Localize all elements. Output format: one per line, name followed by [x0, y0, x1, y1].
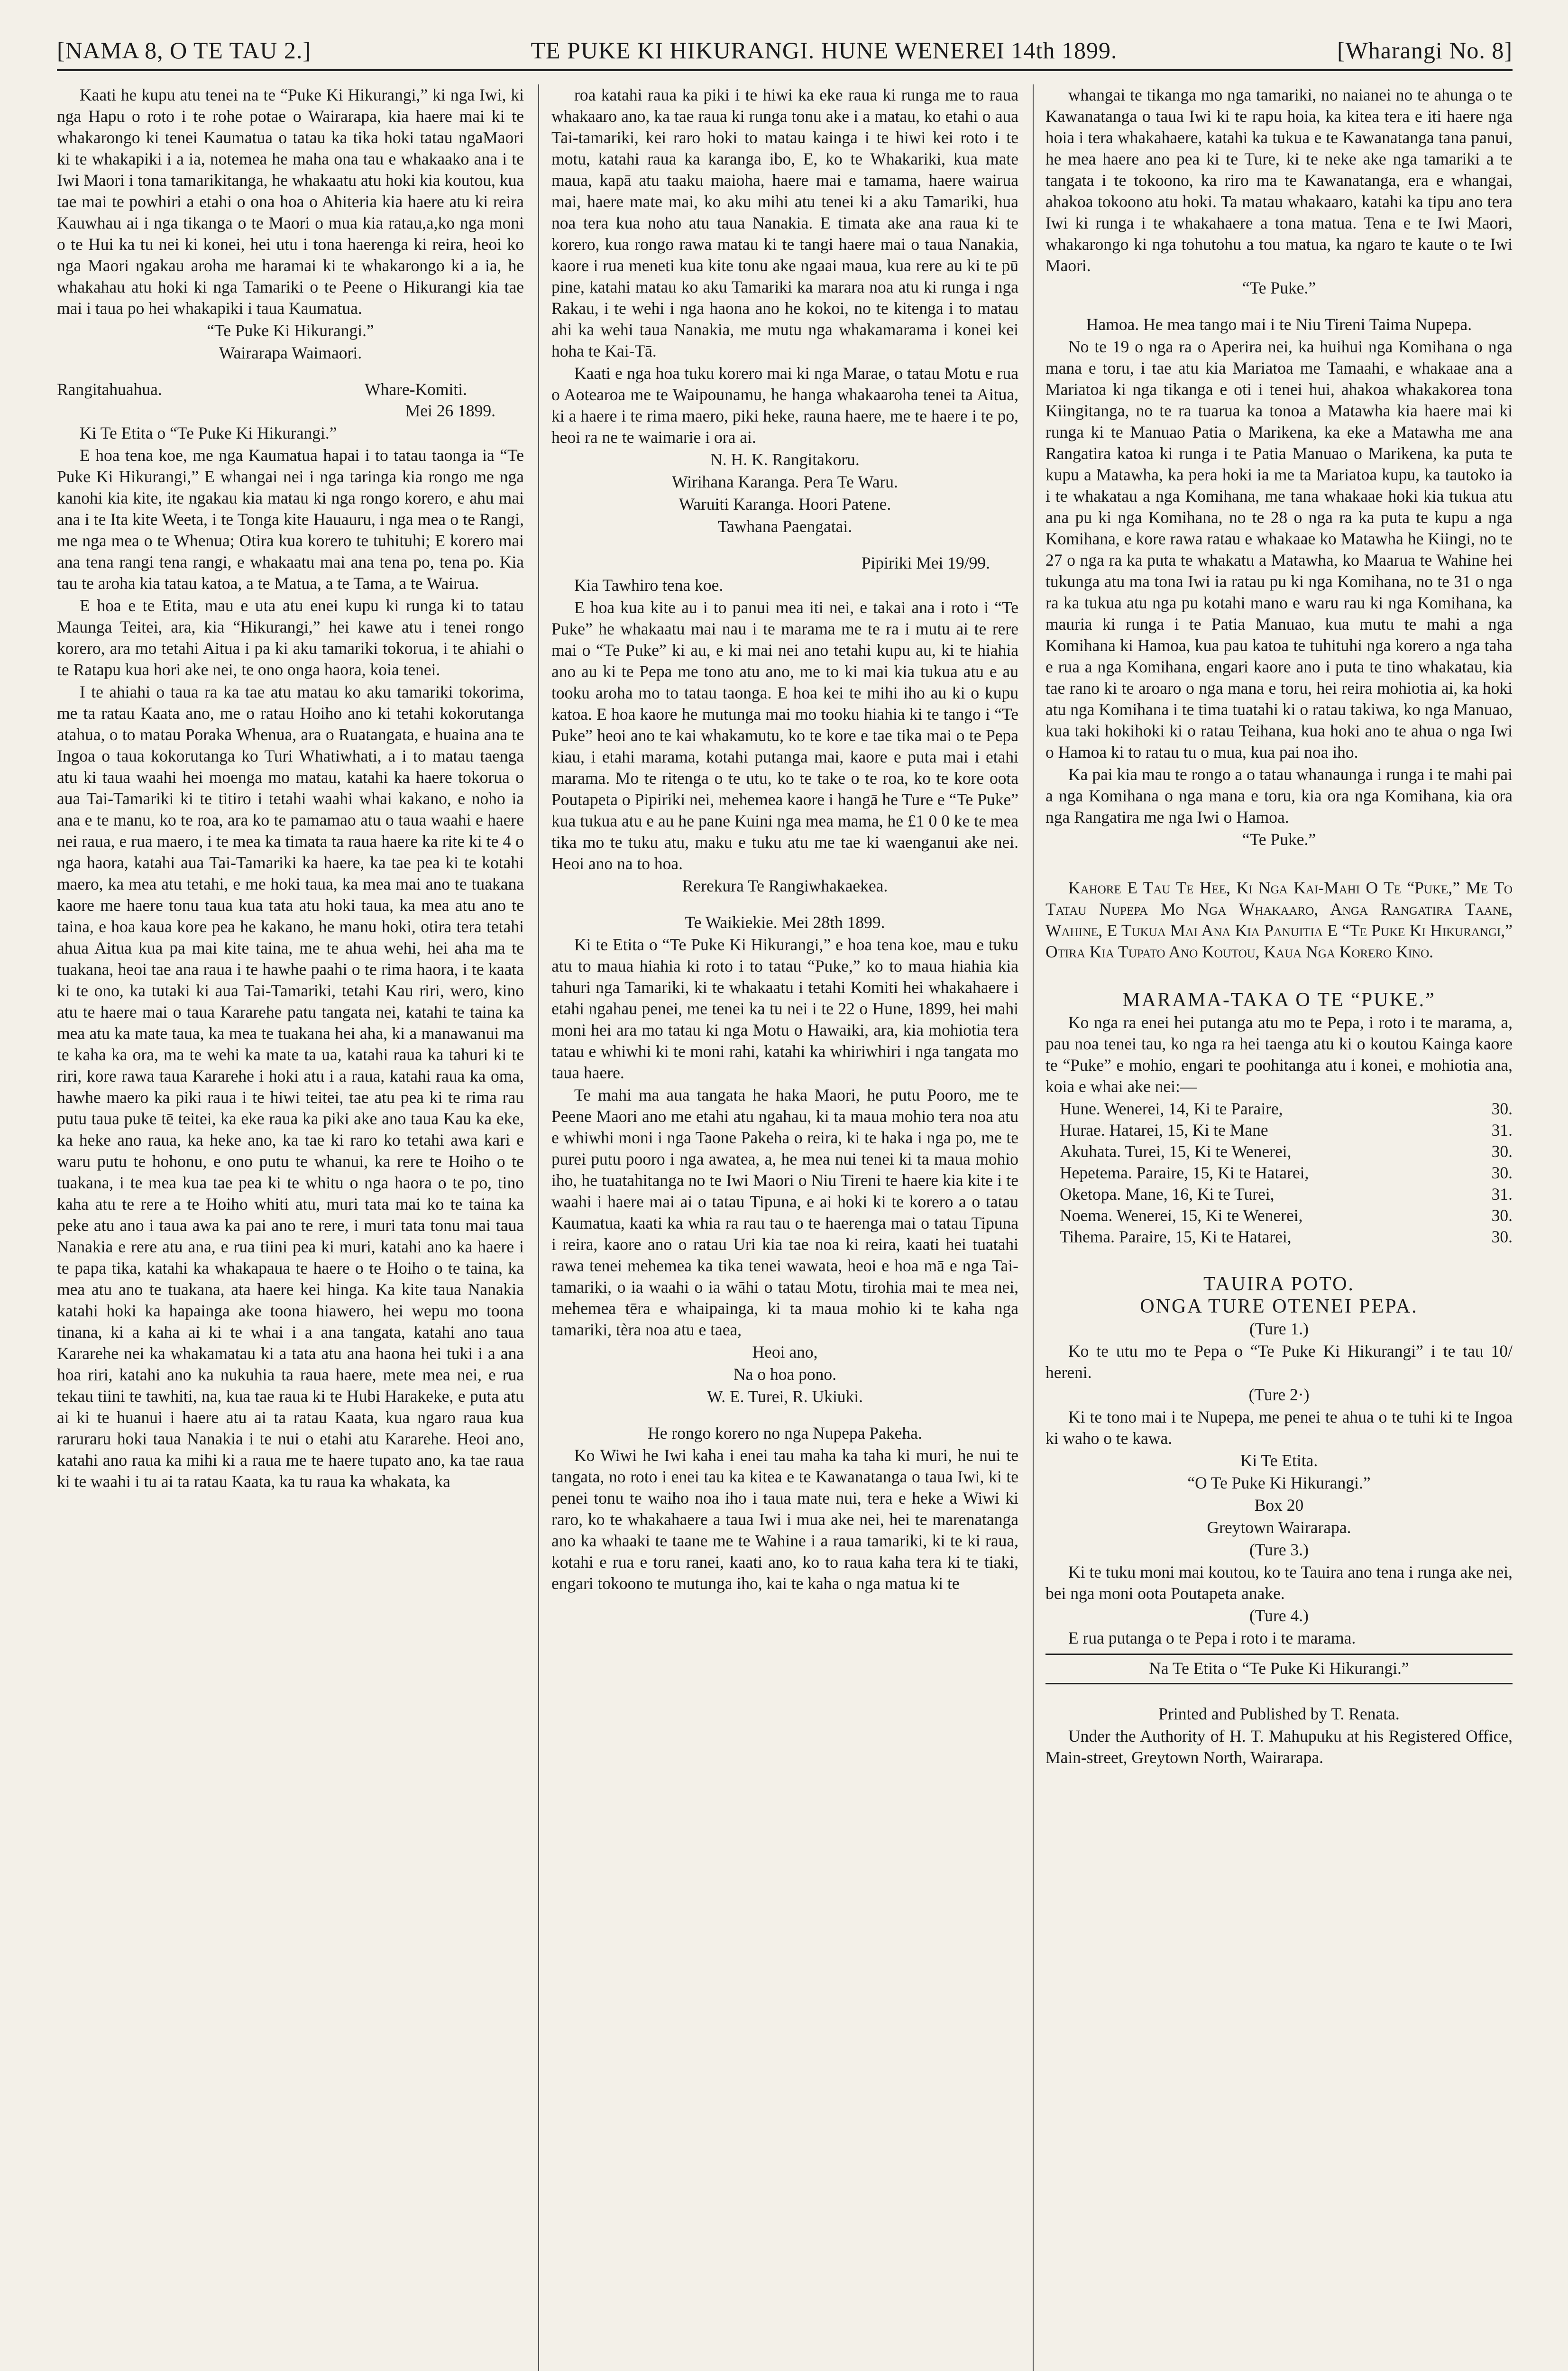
- article-paragraph: No te 19 o nga ra o Aperira nei, ka huihui nga Komihana o nga mana e toru, i tae atu kia Mariatoa me Tamaahi, e whakaae ana a Mariatoa ki nga tikanga e oti i tenei hui, ahakoa whakakorea tona Kiingitanga, no te ra tuarua ka tonoa a Matawha kia haere mai ki runga ki te Manuao Patia o Marikena, ka eke a Matawha me ana Rangatira katoa ki runga i te Patia Manuao o Marikena, ka puta te kupu a Matawha, ka pera hoki ia me ta Mariatoa kupu, ka tautoko ia i te whakatau a nga Komihana, me tana whakaae hoki kia tukua atu ana pu ki nga Komihana, no te 28 o nga ra ka puta te kupu a nga Komihana, e kore rawa ratau e whakaae ko Matawha he Kiingi, no te 27 o nga ra ka puta te whakatu a Matawha, ko Maarua te Wahine hei tukunga atu ma tona Iwi ia ratau pu ki nga Komihana, no te 31 o nga ra ka tukua atu nga pu kotahi mano e waru rau ki nga Komihana, ka mauria ki runga i te Patia Manuao, kua mutu te mahi a nga Komihana ki Hamoa, kua pau katoa te tuhituhi nga korero a nga taha e rua a nga Komihana, engari kaore ano i puta te tino whakatau, kia tae rano ki te aroaro o nga mana e toru, hei reira mohiotia ai, ka hoki atu nga Komihana i te tima tuatahi ki o ratau takiwa, ko nga Manuao, kua taki hokihoki ki o ratau Teihana, kua hoki ano te ahua o nga Iwi o Hamoa ki to ratau tu o mua, kua pai noa iho.: [1045, 337, 1513, 762]
- rule-text: Ki te tono mai i te Nupepa, me penei te ahua o te tuhi ki te Ingoa ki waho o te kawa.: [1045, 1407, 1513, 1448]
- letter-date: Te Waikiekie. Mei 28th 1899.: [685, 913, 885, 932]
- article-paragraph: Te mahi ma aua tangata he haka Maori, he putu Pooro, me te Peene Maori ano me etahi atu ngahau, ki ta maua mohio tera noa atu e whiwhi moni i nga Taone Pakeha o reira, ki te haka i nga po, me te purei putu pooro i nga awatea, a, he mea nui tenei ki ta maua mohio iho, he tuatahitanga no te Iwi Maori o Niu Tireni te haere kia kite i te waahi i haere mai ai o tatau Tipuna, e ai hoki ki te korero a o tatau Kaumatua, kaati ka whia ra rau tau o te haerenga mai o tatau Tipuna i reira, kaore ano o ratau Uri kia tae noa ki reira, kaati hei tuatahi rawa tenei mehemea ka tika tenei wawata, heoi e hoa mā e nga Tai-tamariki, o ia waahi o ia wāhi o tatau Motu, tirohia mai te mea nei, mehemea tēra e whaipainga, ki ta maua mohio ki te kaha nga tamariki, tèra noa atu e taea,: [551, 1085, 1018, 1339]
- schedule-row: Hurae. Hatarei, 15, Ki te Mane 31.: [1060, 1121, 1513, 1140]
- signature: Wairarapa Waimaori.: [219, 343, 362, 362]
- letter-date: Mei 26 1899.: [405, 401, 495, 420]
- publication-schedule: [1045, 1098, 1513, 1248]
- rule-number: (Ture 4.): [1249, 1606, 1309, 1625]
- rule-text: Ki te tuku moni mai koutou, ko te Tauira ano tena i runga ake nei, bei nga moni oota Poutapeta anake.: [1045, 1562, 1513, 1603]
- letter-salutation: Ki Te Etita o “Te Puke Ki Hikurangi.”: [80, 423, 337, 442]
- rules-heading: TAUIRA POTO.: [1203, 1273, 1355, 1295]
- article-paragraph: Ka pai kia mau te rongo a o tatau whanaunga i runga i te mahi pai a nga Komihana o nga mana e toru, kia ora nga Komihana, kia ora nga Rangatira me nga Iwi o Hamoa.: [1045, 765, 1513, 827]
- notice-paragraph: Kahore E Tau Te Hee, Ki Nga Kai-Mahi O Te “Puke,” Me To Tatau Nupepa Mo Nga Whakaaro, Anga Rangatira Taane, Wahine, E Tukua Mai Ana Kia Panuitia E “Te Puke Ki Hikurangi,” Otira Kia Tupato Ano Koutou, Kaua Nga Korero Kino.: [1045, 878, 1513, 961]
- article-paragraph: whangai te tikanga mo nga tamariki, no naianei no te ahunga o te Kawanatanga o taua Iwi ki te rapu hoia, ka kitea tera e iti haere nga hoia i tera whakahaere, katahi ka tukua e te Kawanatanga tana panui, he mea haere ano pea ki te Ture, ki te neke ake nga tamariki a te tangata i te tokoono, ka riro ma te Kawanatanga, era e whangai, ahakoa tokoono atu hoki. Ta matau whakaaro, katahi ka tipu ano tera Iwi ki runga i te whakahaere a tona matua. Tena e te Iwi Maori, whakarongo ki nga tohutohu a tou matua, ka ngaro te kaute o te Iwi Maori.: [1045, 85, 1513, 275]
- rule-text: Ko te utu mo te Pepa o “Te Puke Ki Hikurangi” i te tau 10/ hereni.: [1045, 1342, 1513, 1382]
- rule-number: (Ture 3.): [1249, 1540, 1309, 1559]
- imprint: Printed and Published by T. Renata.: [1158, 1704, 1400, 1723]
- schedule-row: Hune. Wenerei, 14, Ki te Paraire, 30.: [1060, 1099, 1513, 1118]
- rule-number: (Ture 1.): [1249, 1319, 1309, 1338]
- issue-number: [NAMA 8, O TE TAU 2.]: [57, 37, 311, 64]
- article-paragraph: Kaati he kupu atu tenei na te “Puke Ki Hikurangi,” ki nga Iwi, ki nga Hapu o roto i te rohe potae o Wairarapa, kia haere mai ki te whakarongo ki tenei Kaumatua o tatau ka tika hoki tatau ngaMaori ki te whakapiki i a ia, notemea he maha ona tau e whakaako ana i te Iwi Maori i tona tamarikitanga, he whakaatu atu hoki kia koutou, kua tae mai te powhiri a etahi o ona hoa o Ahiteria kia haere atu ki reira Kauwhau ai i nga tikanga o te Maori o mua kia ratau,a,ko nga moni o te Hui ka tu nei ki konei, hei utu i tona haerenga ki reira, heoi ko nga Maori ngakau aroha me haramai ki te whakarongo ki a ia, he whakahau atu hoki ki nga Tamariki o te Peene o Hikurangi kia tae mai i taua po hei whakapiki i taua Kaumatua.: [57, 85, 524, 318]
- rule-number: (Ture 2·): [1248, 1385, 1310, 1404]
- signature: Tawhana Paengatai.: [717, 517, 853, 536]
- column-1: [57, 84, 524, 2371]
- editor-line: Na Te Etita o “Te Puke Ki Hikurangi.”: [1149, 1659, 1409, 1678]
- column-2: [551, 84, 1018, 2371]
- address-line: “O Te Puke Ki Hikurangi.”: [1187, 1473, 1371, 1492]
- letter-date: Pipiriki Mei 19/99.: [861, 553, 990, 572]
- schedule-row: Noema. Wenerei, 15, Ki te Wenerei, 30.: [1060, 1206, 1513, 1225]
- signature: W. E. Turei, R. Ukiuki.: [706, 1387, 863, 1406]
- closing: Na o hoa pono.: [734, 1365, 836, 1384]
- schedule-row: Hepetema. Paraire, 15, Ki te Hatarei, 30.: [1060, 1163, 1513, 1182]
- rule-text: E rua putanga o te Pepa i roto i te marama.: [1068, 1628, 1356, 1647]
- closing: Heoi ano,: [752, 1342, 818, 1361]
- article-paragraph: Ki te Etita o “Te Puke Ki Hikurangi,” e hoa tena koe, mau e tuku atu to maua hiahia ki roto i to tatau “Puke,” ko to maua hiahia kia tahuri nga Tamariki, ki te whakaatu i tetahi Komiti hei whakahaere i etahi ngahau penei, me tenei ka tu nei i te 22 o Hune, 1899, hei mahi moni hei ara mo tatau ki nga Motu o Hawaiki, ara, kia mohiotia tera tatau e whiwhi ki te moni rahi, katahi ka whiriwhiri i nga tangata mo taua haere.: [551, 935, 1018, 1082]
- masthead-title: TE PUKE KI HIKURANGI. HUNE WENEREI 14th 1899.: [531, 37, 1118, 64]
- signature: Wirihana Karanga. Pera Te Waru.: [672, 472, 898, 491]
- schedule-row: Oketopa. Mane, 16, Ki te Turei, 31.: [1060, 1185, 1513, 1204]
- place-left: Rangitahuahua.: [57, 380, 162, 399]
- editor-box: [1045, 1654, 1513, 1684]
- rules-subheading: ONGA TURE OTENEI PEPA.: [1140, 1296, 1418, 1317]
- page-header: [57, 33, 1513, 67]
- signature: Rerekura Te Rangiwhakaekea.: [682, 876, 888, 895]
- calendar-heading: MARAMA-TAKA O TE “PUKE.”: [1122, 989, 1436, 1011]
- header-rule: [57, 69, 1513, 71]
- signature: N. H. K. Rangitakoru.: [710, 450, 860, 469]
- signature: “Te Puke.”: [1242, 278, 1316, 297]
- article-paragraph: Ko Wiwi he Iwi kaha i enei tau maha ka taha ki muri, he nui te tangata, no roto i enei tau ka kitea e te Kawanatanga o taua Iwi, ki te penei tonu te waiho noa iho i taua mate nui, tera e heke a Wiwi ki raro, ko te whakahaere a taua Iwi i mua ake nei, hei te marenatanga ano ka whaaki te taane me te Wahine i a raua tamariki, ki te ki raua, kotahi e rua e toru ranei, kaati ano, ko to raua kaha tera ki te tiaki, engari tokoono te mutunga iho, kai te kaha o nga matua ki te: [551, 1446, 1018, 1593]
- article-paragraph: E hoa tena koe, me nga Kaumatua hapai i to tatau taonga ia “Te Puke Ki Hikurangi,” E whangai nei i nga taringa kia rongo me nga kanohi kia kite, ite ngakau kia matau ki nga rongo korero, e ahu mai ana i te Ita kite Weeta, i te Tonga kite Hauauru, i nga mea o te Rangi, me nga mea o te Whenua; Otira kua korero te tuhituhi; E korero mai ana tena rangi tena rangi, e whakaatu mai ana tena po, tena po. Kia tau te aroha kia tatau katoa, a te Matua, a te Tama, a te Wairua.: [57, 446, 524, 593]
- schedule-row: Tihema. Paraire, 15, Ki te Hatarei, 30.: [1060, 1227, 1513, 1246]
- article-paragraph: Kaati e nga hoa tuku korero mai ki nga Marae, o tatau Motu e rua o Aotearoa me te Waipounamu, he hanga whakaaroha tenei ta Aitua, ki a haere i te rima maero, piki heke, rauna haere, me te haere i te po, heoi ra ne te waimarie i ora ai.: [551, 364, 1018, 447]
- signature: “Te Puke Ki Hikurangi.”: [207, 321, 374, 340]
- page-number: [Wharangi No. 8]: [1337, 37, 1513, 64]
- place-right: Whare-Komiti.: [365, 380, 467, 399]
- article-paragraph: I te ahiahi o taua ra ka tae atu matau ko aku tamariki tokorima, me ta ratau Kaata ano, me o ratau Hoiho ano ki tetahi kokorutanga atahua, o to matau Poraka Whenua, ara o Ruatangata, e huaina ana te Ingoa o taua kokorutanga ko Turi Whatiwhati, a i to matau taenga atu ki taua waahi hei moenga mo matau, katahi ka haere tokorua o aua Tai-Tamariki ki te titiro i tetahi waahi whai kakano, e noho ia ana e te manu, ko te roa, ara ko te pamamao atu o taua waahi e haere nei raua, e rua maero, i te mea ka timata ta raua haere ka rite ki te 4 o nga haora, katahi aua Tai-Tamariki ka haere, ka tae pea ki te kotahi maero, ka mea atu tetahi, e me hoki taua, ka mea mai ano te tuakana kaore me haere tonu taua kua tata atu hoki taua, ka mea atu ano te taina, e hoa kaua kore pea he kakano, he manu hoki, otira tera tetahi ahua Aitua kua pa mai kite taina, me te ahua wehi, hei aha ma te tuakana, heoi tae ana raua i te hawhe paahi o te rima haora, i te kaata ki te ono, ka tutaki ki aua Tai-Tamariki, tetahi Kau riri, wero, kino atu te haere mai o taua Kararehe patu tangata nei, katahi te taina ka mea atu ka mate taua, ka mea te tuakana hei aha, ki a manawanui ma te kaha ka ora, ma te wehi ka mate ta ua, katahi raua ka tahuri ki te riri, kore rawa taua Kararehe i hoki atu i a raua, katahi raua ka oma, hawhe maero ka piki raua i te hiwi teitei, tae atu pea ki te rima rau putu taua puke tē teitei, ka eke raua ka piki ake ano taua Kau ka eke, ka heke ano raua, ka heke ano, ka tae ki raro ko tetahi awa kari e waru putu te hohonu, e ono putu te whanui, ka rere te Hoiho o te tuakana, i te mea kua tae pea ki te whitu o nga haora o te po, tino kaha atu te rere a te Hoiho whiti atu, muri tata mai ko te taina ka peke atu ano i taua awa ka pai ano te rere, i muri tata tonu mai taua Nanakia e rere atu ana, e rua tiini pea ki muri, katahi ano ka haere i te papa tika, katahi ka whakapaua te haere o te Hoiho o te taina, ka mea atu ano te tuakana, ata haere kei hinga. Ka kite taua Nanakia katahi hoki ka hapainga ake toona hiawero, hei wepu mo toona tinana, ki a kaha ai ki te whai i a ana tangata, katahi ano taua Kararehe nei ka whakamatau ki a tata atu ana haona hei tuki i a ana hoa riri, katahi ano ka nukuhia ta raua haere, mete mea nei, e rua tekau tiini te tawhiti, na, kua tae raua ki te Hubi Harakeke, e puta atu ai ki te huanui i haere atu ai ta ratau Kaata, kua ngaro raua kua raruraru hoki taua Nanakia i te nui o etahi atu Kararehe. Heoi ano, katahi ano raua ka mihi ki a raua me te haere tupato ano, ka tae raua ki te waahi i tu ai ta ratau Kaata, ka tu raua ka whakata, ka: [57, 682, 524, 1491]
- signature: “Te Puke.”: [1242, 830, 1316, 849]
- address-line: Greytown Wairarapa.: [1207, 1518, 1351, 1537]
- article-paragraph: E hoa kua kite au i to panui mea iti nei, e takai ana i roto i “Te Puke” he whakaatu mai nau i te marama me te ra i mutu ai te rere mai o “Te Puke” ki au, e ki mai nei ano tetahi kupu au, ki te hiahia ano au ki te Pepa me tono atu ano, me to ki mai kia tukua atu e au tooku aroha mo to tatau taonga. E hoa kei te mihi iho au ki o kupu katoa. E hoa kaore he mutunga mai mo tooku hiahia ki te tango i “Te Puke” heoi ano te kai whakamutu, ko te kore e tae tika mai o te Pepa kiau, i etahi marama, kotahi putanga mai, kaore e puta mai i etahi marama. Mo te ritenga o te utu, ko te take o te roa, ko te kore oota Poutapeta o Pipiriki nei, mehemea kaore i hangā he Ture e “Te Puke” kua tukua atu e au he pane Kuini nga mea mama, he £1 0 0 ke te mea tika mo te tuku atu, maku e tuku atu me tae ki waenganui ake nei. Heoi ano na to hoa.: [551, 598, 1018, 873]
- columns: [57, 84, 1513, 2371]
- imprint: Under the Authority of H. T. Mahupuku at his Registered Office, Main-street, Greytown North, Wairarapa.: [1045, 1727, 1513, 1767]
- column-3: [1045, 84, 1513, 2371]
- article-paragraph: roa katahi raua ka piki i te hiwi ka eke raua ki runga me to raua whakaaro ano, ka tae raua ki runga tonu ake i a matau, ko etahi o aua Tai-tamariki, kei raro hoki to matau kainga i te hiwi kei roto i te motu, katahi raua ka karanga ibo, E, ko te Whakariki, kua mate maua, kapā atu taaku maioha, haere mai e tamama, haere wairua mai, haere mate mai, ko aku mihi atu tenei ki a aku Tamariki, hua noa tera kua noho atu taua Nanakia. E timata ake ana raua ki te korero, kua rongo rawa matau ki te tangi haere mai o taua Nanakia, kaore i rua meneti kua kite tonu ake ngaai maua, kua rere au ki te pū pine, katahi matau ko aku Tamariki ka marara noa atu ki runga i nga Rakau, i te wehi i nga haona ano he kokoi, no te kitenga i to matau ahi ka wehi taua Nanakia, me mutu nga whakamarama i konei kei hoha te Kai-Tā.: [551, 85, 1018, 360]
- signature: Waruiti Karanga. Hoori Patene.: [679, 495, 891, 514]
- letter-salutation: Kia Tawhiro tena koe.: [574, 576, 724, 595]
- address-line: Ki Te Etita.: [1240, 1451, 1318, 1470]
- section-heading: Hamoa. He mea tango mai i te Niu Tireni Taima Nupepa.: [1086, 315, 1472, 334]
- letter-place: [57, 379, 524, 400]
- address-line: Box 20: [1254, 1496, 1304, 1515]
- section-heading: He rongo korero no nga Nupepa Pakeha.: [648, 1424, 922, 1443]
- article-paragraph: Ko nga ra enei hei putanga atu mo te Pepa, i roto i te marama, a, pau noa tenei tau, ko nga ra hei taenga atu ki o koutou Kainga kaore te “Puke” e mohio, engari te poohitanga atu i konei, e mohiotia ana, koia e whai ake nei:—: [1045, 1013, 1513, 1096]
- article-paragraph: E hoa e te Etita, mau e uta atu enei kupu ki runga ki to tatau Maunga Teitei, ara, kia “Hikurangi,” hei kawe atu i tenei rongo korero, ara mo tetahi Aitua i pa ki aku tamariki tokorua, i te ahiahi o te Ratapu kua hori ake nei, te ono onga haora, koia tenei.: [57, 596, 524, 679]
- schedule-row: Akuhata. Turei, 15, Ki te Wenerei, 30.: [1060, 1142, 1513, 1161]
